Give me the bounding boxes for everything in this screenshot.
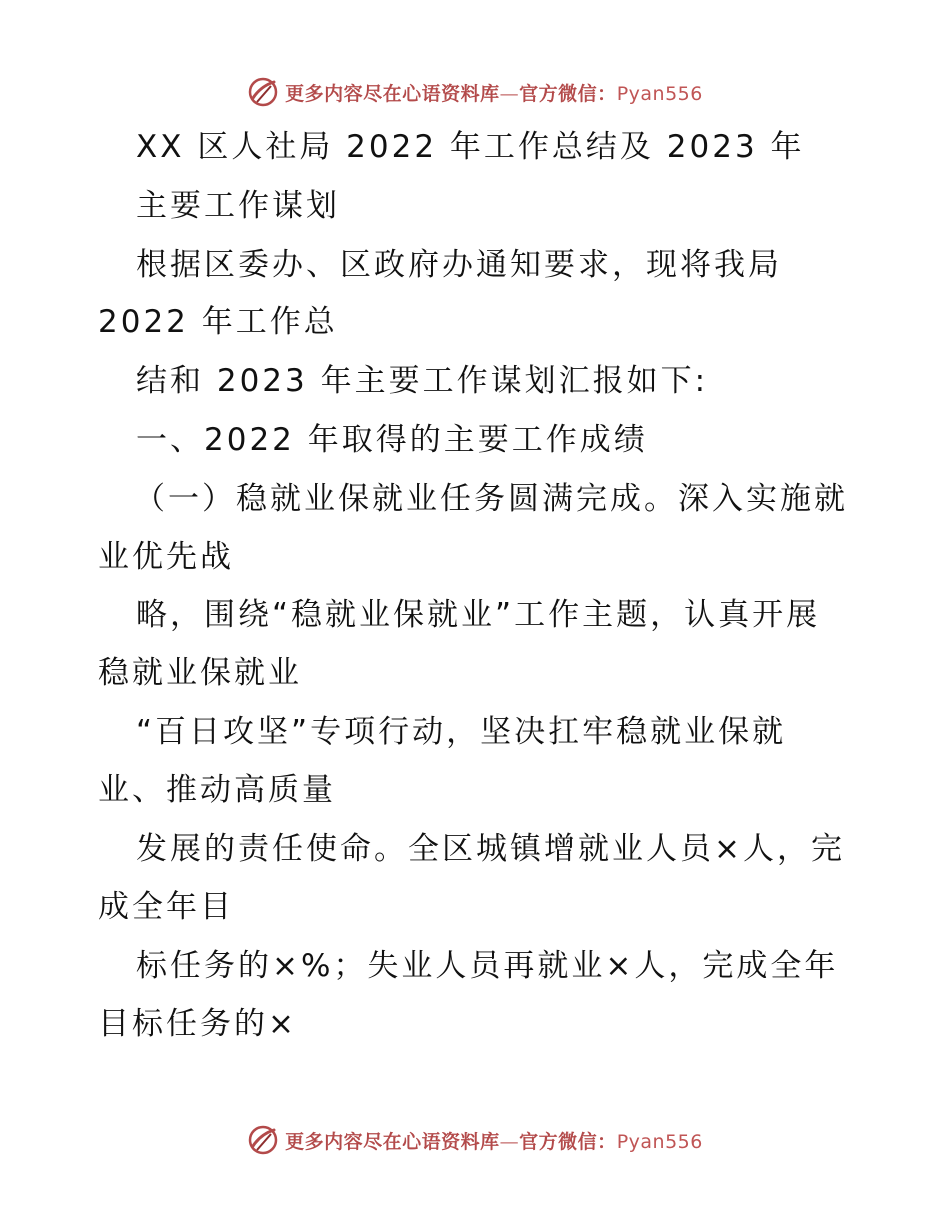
- watermark-logo-icon: [247, 76, 279, 108]
- watermark-wechat-label: 官方微信：: [519, 1130, 617, 1153]
- paragraph-line: 业优先战: [98, 539, 234, 575]
- watermark-separator: —: [499, 1130, 520, 1153]
- paragraph-line: “百日攻坚”专项行动，坚决扛牢稳就业保就: [136, 714, 787, 750]
- watermark-site-text: 更多内容尽在心语资料库: [285, 1130, 500, 1153]
- watermark-wechat-id: Pyan556: [616, 1130, 703, 1153]
- paragraph-line: 发展的责任使命。全区城镇增就业人员×人，完: [136, 831, 845, 867]
- watermark-logo-icon: [247, 1124, 279, 1156]
- paragraph-line: 标任务的×%；失业人员再就业×人，完成全年: [136, 948, 839, 984]
- subsection-heading: （一）稳就业保就业任务圆满完成。深入实施就: [134, 481, 848, 517]
- watermark-footer: [0, 1120, 950, 1160]
- watermark-wechat-label: 官方微信：: [519, 82, 617, 105]
- paragraph-line: 根据区委办、区政府办通知要求，现将我局: [136, 247, 782, 283]
- paragraph-line: 成全年目: [98, 889, 234, 925]
- title-line-2: 主要工作谋划: [136, 188, 340, 224]
- watermark-site-text: 更多内容尽在心语资料库: [285, 82, 500, 105]
- paragraph-line: 略，围绕“稳就业保就业”工作主题，认真开展: [136, 597, 821, 633]
- watermark-header: [0, 72, 950, 112]
- paragraph-line: 稳就业保就业: [98, 655, 302, 691]
- paragraph-line: 目标任务的×: [98, 1006, 297, 1042]
- watermark-separator: —: [499, 82, 520, 105]
- title-line-1: XX 区人社局 2022 年工作总结及 2023 年: [136, 129, 805, 165]
- paragraph-line: 2022 年工作总: [98, 304, 338, 340]
- watermark-text: [285, 79, 703, 106]
- watermark-wechat-id: Pyan556: [616, 82, 703, 105]
- paragraph-line: 业、推动高质量: [98, 772, 336, 808]
- section-heading: 一、2022 年取得的主要工作成绩: [136, 422, 648, 458]
- watermark-text: [285, 1127, 703, 1154]
- paragraph-line: 结和 2023 年主要工作谋划汇报如下:: [136, 363, 709, 399]
